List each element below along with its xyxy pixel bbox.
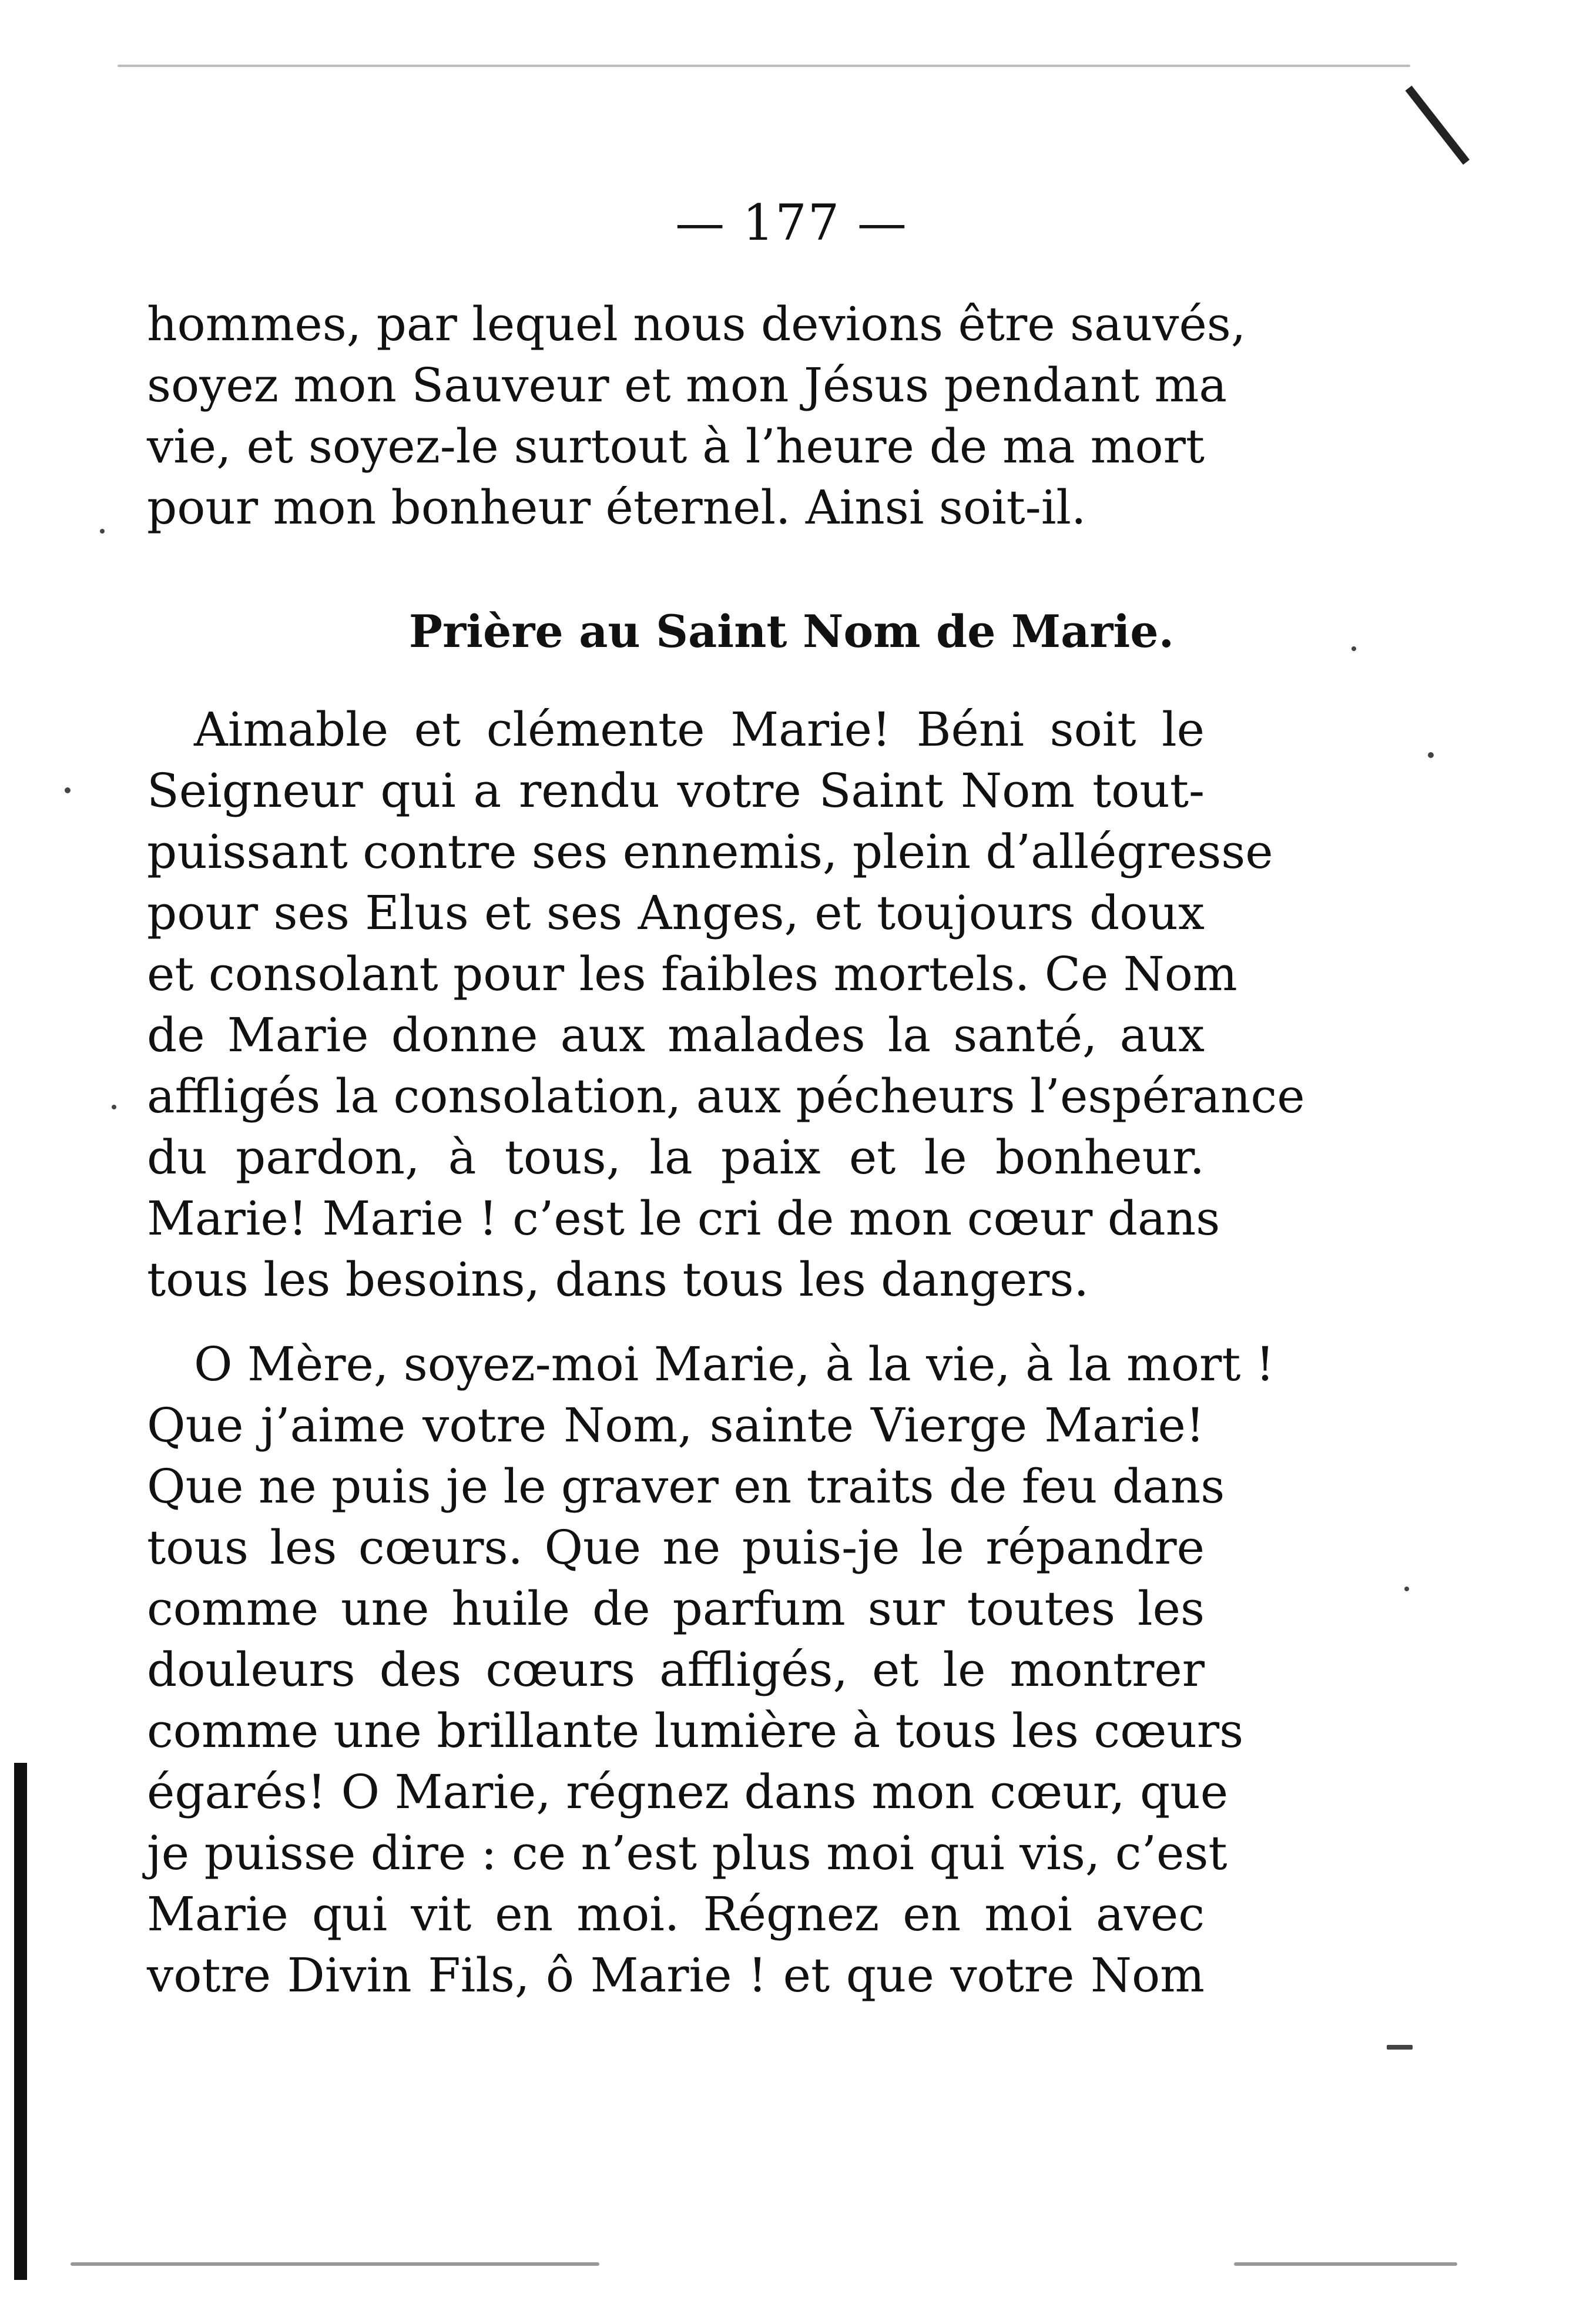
- text-line: votre Divin Fils, ô Marie ! et que votre Nom: [147, 1948, 1205, 2003]
- top-paragraph: [147, 294, 1246, 538]
- scan-margin-bar: [14, 1763, 27, 2280]
- paragraph-1: [147, 699, 1305, 1310]
- scan-speck: [1404, 1587, 1409, 1591]
- text-line: Marie! Marie ! c’est le cri de mon cœur dans: [147, 1191, 1220, 1246]
- text-line: Que ne puis je le graver en traits de feu dans: [147, 1459, 1225, 1514]
- page-number: — 177 —: [675, 194, 908, 251]
- text-line: comme une brillante lumière à tous les cœurs: [147, 1703, 1244, 1758]
- text-line: Seigneur qui a rendu votre Saint Nom tout-: [147, 763, 1205, 818]
- scan-speck: [65, 787, 71, 793]
- scan-speck: [118, 65, 1410, 67]
- text-line: égarés! O Marie, régnez dans mon cœur, que: [147, 1765, 1229, 1819]
- text-line: Marie qui vit en moi. Régnez en moi avec: [147, 1887, 1205, 1941]
- text-line: comme une huile de parfum sur toutes les: [147, 1581, 1205, 1636]
- text-line: de Marie donne aux malades la santé, aux: [147, 1008, 1205, 1062]
- text-line: je puisse dire : ce n’est plus moi qui vis, c’est: [147, 1826, 1228, 1880]
- scan-speck: [112, 1105, 116, 1109]
- text-line: tous les besoins, dans tous les dangers.: [147, 1252, 1089, 1307]
- text-line: O Mère, soyez-moi Marie, à la vie, à la mort !: [194, 1337, 1275, 1391]
- text-line: et consolant pour les faibles mortels. Ce Nom: [147, 947, 1237, 1001]
- text-line: douleurs des cœurs affligés, et le montrer: [147, 1642, 1205, 1697]
- text-line: vie, et soyez-le surtout à l’heure de ma mort: [147, 419, 1205, 474]
- scan-speck: [1234, 2262, 1457, 2266]
- text-line: Aimable et clémente Marie! Béni soit le: [194, 702, 1205, 757]
- scan-speck: [100, 529, 105, 534]
- scan-speck: [71, 2262, 599, 2266]
- text-line: pour ses Elus et ses Anges, et toujours doux: [147, 886, 1205, 940]
- scan-mark: [1405, 86, 1470, 165]
- text-line: pour mon bonheur éternel. Ainsi soit-il.: [147, 480, 1086, 535]
- scan-speck: [1428, 752, 1434, 758]
- text-line: Que j’aime votre Nom, sainte Vierge Marie!: [147, 1398, 1205, 1453]
- text-line: du pardon, à tous, la paix et le bonheur.: [147, 1130, 1205, 1185]
- paragraph-2: [147, 1334, 1275, 2006]
- text-line: tous les cœurs. Que ne puis-je le répandre: [147, 1520, 1205, 1575]
- text-line: affligés la consolation, aux pécheurs l’espérance: [147, 1069, 1305, 1124]
- text-line: soyez mon Sauveur et mon Jésus pendant ma: [147, 358, 1228, 413]
- text-line: hommes, par lequel nous devions être sauvés,: [147, 297, 1246, 351]
- scan-speck: [1351, 646, 1356, 651]
- text-line: puissant contre ses ennemis, plein d’allégresse: [147, 824, 1273, 879]
- section-heading: Prière au Saint Nom de Marie.: [408, 605, 1175, 658]
- scan-speck: [1387, 2045, 1413, 2050]
